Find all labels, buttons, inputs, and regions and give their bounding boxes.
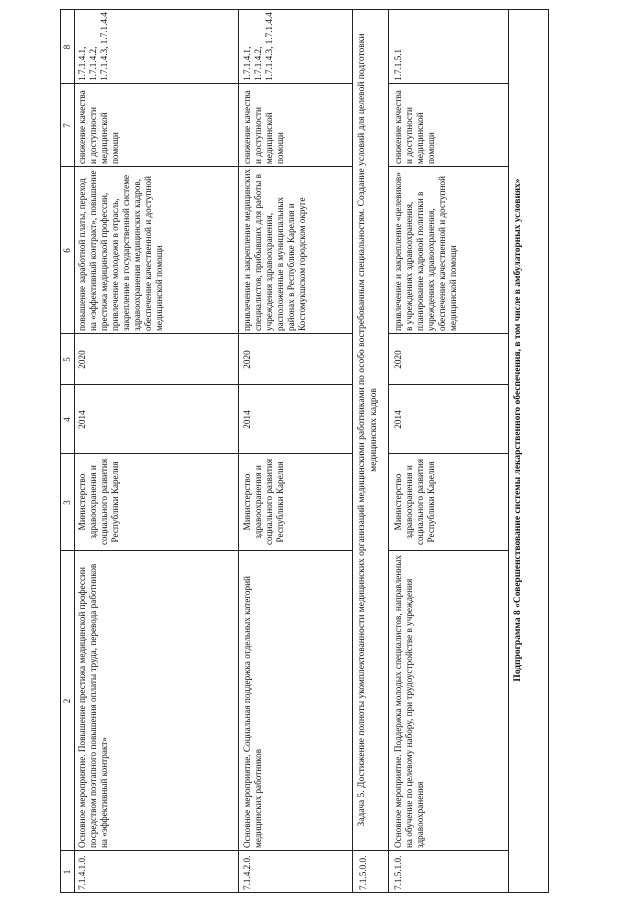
row3-links: 1.7.1.5.1 bbox=[393, 48, 403, 81]
header-col-8: 8 bbox=[62, 44, 72, 50]
task5-code: 7.1.5.0.0. bbox=[358, 855, 368, 890]
row2-start: 2014 bbox=[242, 410, 252, 429]
header-col-6: 6 bbox=[62, 248, 72, 253]
v-rule-col-a1 bbox=[60, 453, 352, 454]
v-rule-col-b1 bbox=[388, 453, 508, 454]
row2-executor: Министерство здравоохранения и социального развития Республики Карелия bbox=[242, 458, 285, 546]
row2-result: привлечение и закрепление медицинских специалистов, прибывших для работы в учреждения здравоохранения, расположенные в муниципальных районах в Республике Карелия и Костомукшском городском округе bbox=[242, 169, 307, 331]
row1-start: 2014 bbox=[77, 410, 87, 429]
row3-end: 2020 bbox=[393, 350, 403, 369]
header-col-4: 4 bbox=[62, 417, 72, 422]
row1-code: 7.1.4.1.0. bbox=[77, 855, 87, 890]
h-rule-4 bbox=[388, 10, 389, 893]
row3-consequence: снижение качества и доступности медицинской помощи bbox=[393, 90, 436, 164]
row2-code: 7.1.4.2.0. bbox=[242, 855, 252, 890]
h-rule-5 bbox=[508, 10, 509, 893]
row1-links: 1.7.1.4.1, 1.7.1.4.2, 1.7.1.4.3, 1.7.1.4.4 bbox=[77, 12, 109, 81]
row1-consequence: снижение качества и доступности медицинской помощи bbox=[77, 90, 120, 164]
h-rule-3 bbox=[352, 10, 353, 893]
v-rule-col-a3 bbox=[60, 333, 352, 334]
row1-name: Основное мероприятие. Повышение престижа медицинской профессии посредством поэтапного повышения оплаты труда, перевода работников на «эффективный контракт» bbox=[77, 563, 109, 848]
h-rule-0 bbox=[60, 10, 61, 893]
v-rule-code bbox=[60, 850, 508, 851]
row1-result: повышение заработной платы, переход на «эффективный контракт», повышение престижа медицинской профессии, привлечение молодежи в отрасль, закрепление в государственной системе здравоохранения медицинских кадров, обеспечение качественной и доступной медицинской помощи bbox=[77, 170, 164, 331]
header-col-7: 7 bbox=[62, 123, 72, 128]
row2-name: Основное мероприятие. Социальная поддержка отдельных категорий медицинских работников bbox=[242, 576, 263, 848]
task5-text: Задача 5. Достижение полноты укомплектованности медицинских организаций медицинскими работниками по особо востребованным специальностям. Создание условий для целевой подготовки медицинских кадров bbox=[357, 33, 379, 827]
v-rule-col-b0 bbox=[388, 550, 508, 551]
row1-executor: Министерство здравоохранения и социального развития Республики Карелия bbox=[77, 458, 120, 546]
header-col-1: 1 bbox=[62, 869, 72, 875]
h-rule-6 bbox=[548, 10, 549, 893]
v-rule-col-b4 bbox=[388, 166, 508, 167]
row3-result: привлечение и закрепление «целевиков» в учреждениях здравоохранения, планирование кадровой политики в учреждениях здравоохранения, обеспечение качественной и доступной медицинской помощи bbox=[393, 172, 458, 331]
header-col-2: 2 bbox=[62, 698, 72, 704]
v-rule-col-a0 bbox=[60, 550, 352, 551]
header-col-3: 3 bbox=[62, 500, 72, 505]
v-rule-col-a4 bbox=[60, 166, 352, 167]
subprogram-heading: Подпрограмма 8 «Совершенствование системы лекарственного обеспечения, в том числе в амбулаторных условиях» bbox=[513, 178, 523, 682]
v-rule-left bbox=[60, 892, 548, 893]
v-rule-col-a5 bbox=[60, 83, 352, 84]
header-col-5: 5 bbox=[62, 357, 72, 362]
row2-links: 1.7.1.4.1, 1.7.1.4.2, 1.7.1.4.3, 1.7.1.4.4 bbox=[242, 12, 274, 81]
h-rule-1 bbox=[74, 10, 75, 893]
v-rule-col-a2 bbox=[60, 384, 352, 385]
row2-consequence: снижение качества и доступности медицинской помощи bbox=[242, 90, 285, 164]
row3-name: Основное мероприятие. Поддержка молодых специалистов, направленных на обучение по целевому набору, при трудоустройстве в учреждения здравоохранения bbox=[393, 555, 425, 848]
row3-start: 2014 bbox=[393, 410, 403, 429]
row1-end: 2020 bbox=[77, 350, 87, 369]
row2-end: 2020 bbox=[242, 350, 252, 369]
v-rule-col-b5 bbox=[388, 83, 508, 84]
v-rule-right bbox=[60, 9, 549, 10]
h-rule-2 bbox=[238, 10, 239, 893]
row3-executor: Министерство здравоохранения и социального развития Республики Карелия bbox=[393, 458, 436, 546]
v-rule-col-b2 bbox=[388, 384, 508, 385]
v-rule-col-b3 bbox=[388, 333, 508, 334]
row3-code: 7.1.5.1.0. bbox=[393, 855, 403, 890]
